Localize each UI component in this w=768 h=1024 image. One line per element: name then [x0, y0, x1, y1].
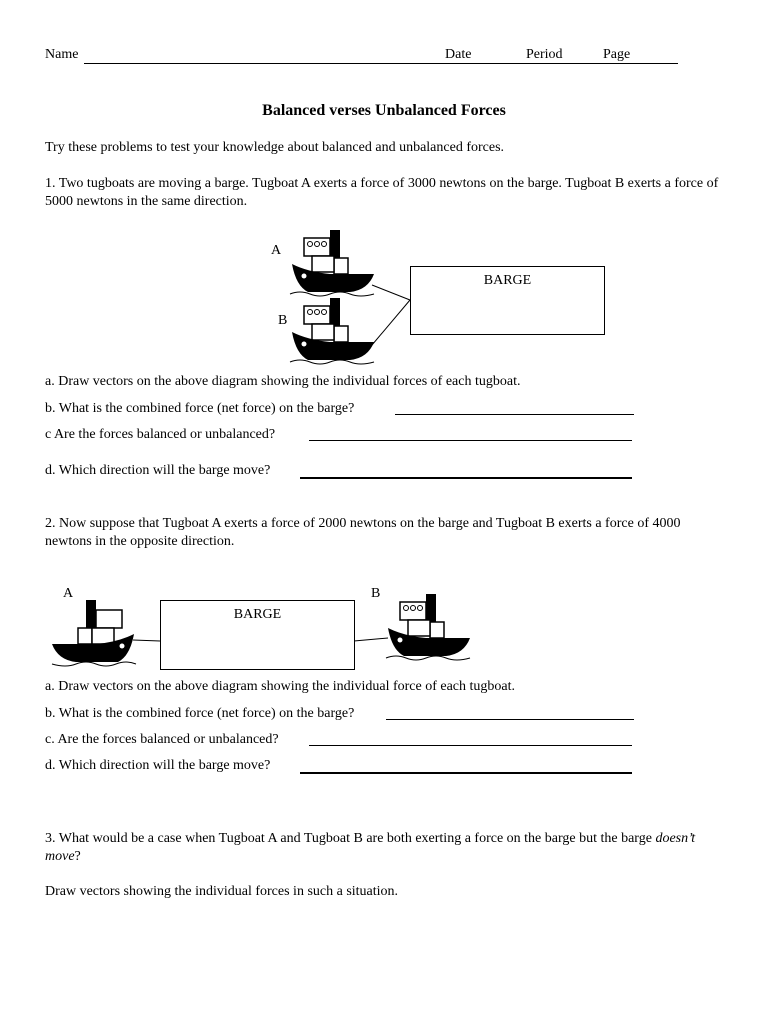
q3-prompt — [45, 830, 725, 866]
q1-barge-label: BARGE — [483, 273, 532, 288]
q3-prompt-start: 3. What would be a case when Tugboat A and Tugboat B are both exerting a force on the barge but the barge — [45, 831, 656, 846]
q2-part-c: c. Are the forces balanced or unbalanced? — [45, 732, 279, 747]
date-label: Date — [445, 47, 472, 62]
q2-barge-label: BARGE — [233, 607, 282, 622]
q2-answer-c[interactable] — [309, 745, 632, 746]
q2-prompt: 2. Now suppose that Tugboat A exerts a force of 2000 newtons on the barge and Tugboat B exerts a force of 4000 newtons in the opposite direction. — [45, 516, 681, 549]
period-label: Period — [526, 47, 563, 62]
q2-part-d: d. Which direction will the barge move? — [45, 758, 271, 773]
page-title: Balanced verses Unbalanced Forces — [262, 102, 506, 119]
intro-text: Try these problems to test your knowledge about balanced and unbalanced forces. — [45, 140, 505, 155]
q1-part-b: b. What is the combined force (net force) on the barge? — [45, 401, 355, 416]
q2-part-a: a. Draw vectors on the above diagram showing the individual force of each tugboat. — [45, 679, 516, 694]
q2-part-b: b. What is the combined force (net force) on the barge? — [45, 706, 355, 721]
q1-answer-d[interactable] — [300, 477, 632, 479]
q2-boat-a-label: A — [63, 586, 74, 601]
q2-boat-b-label: B — [371, 586, 381, 601]
q2-barge — [160, 600, 355, 670]
q3-instruction: Draw vectors showing the individual forces in such a situation. — [45, 884, 399, 899]
q1-barge — [410, 266, 605, 335]
q1-boat-b-label: B — [278, 313, 288, 328]
tugboat-icon — [386, 592, 470, 664]
q1-part-a: a. Draw vectors on the above diagram showing the individual forces of each tugboat. — [45, 374, 521, 389]
q1-answer-c[interactable] — [309, 440, 632, 441]
q3-prompt-end: ? — [74, 849, 81, 864]
q3-prompt-emphasis: doesn’t move — [45, 831, 696, 864]
name-label: Name — [45, 47, 79, 62]
q1-part-c: c Are the forces balanced or unbalanced? — [45, 427, 276, 442]
page-label: Page — [603, 47, 631, 62]
q2-answer-b[interactable] — [386, 719, 634, 720]
q2-answer-d[interactable] — [300, 772, 632, 774]
q1-prompt: 1. Two tugboats are moving a barge. Tugboat A exerts a force of 3000 newtons on the barge. Tugboat B exerts a force of 5000 newtons in the same direction. — [45, 176, 719, 209]
q1-part-d: d. Which direction will the barge move? — [45, 463, 271, 478]
tugboat-icon — [52, 600, 136, 668]
q1-boat-a-label: A — [271, 243, 282, 258]
q1-answer-b[interactable] — [395, 414, 634, 415]
